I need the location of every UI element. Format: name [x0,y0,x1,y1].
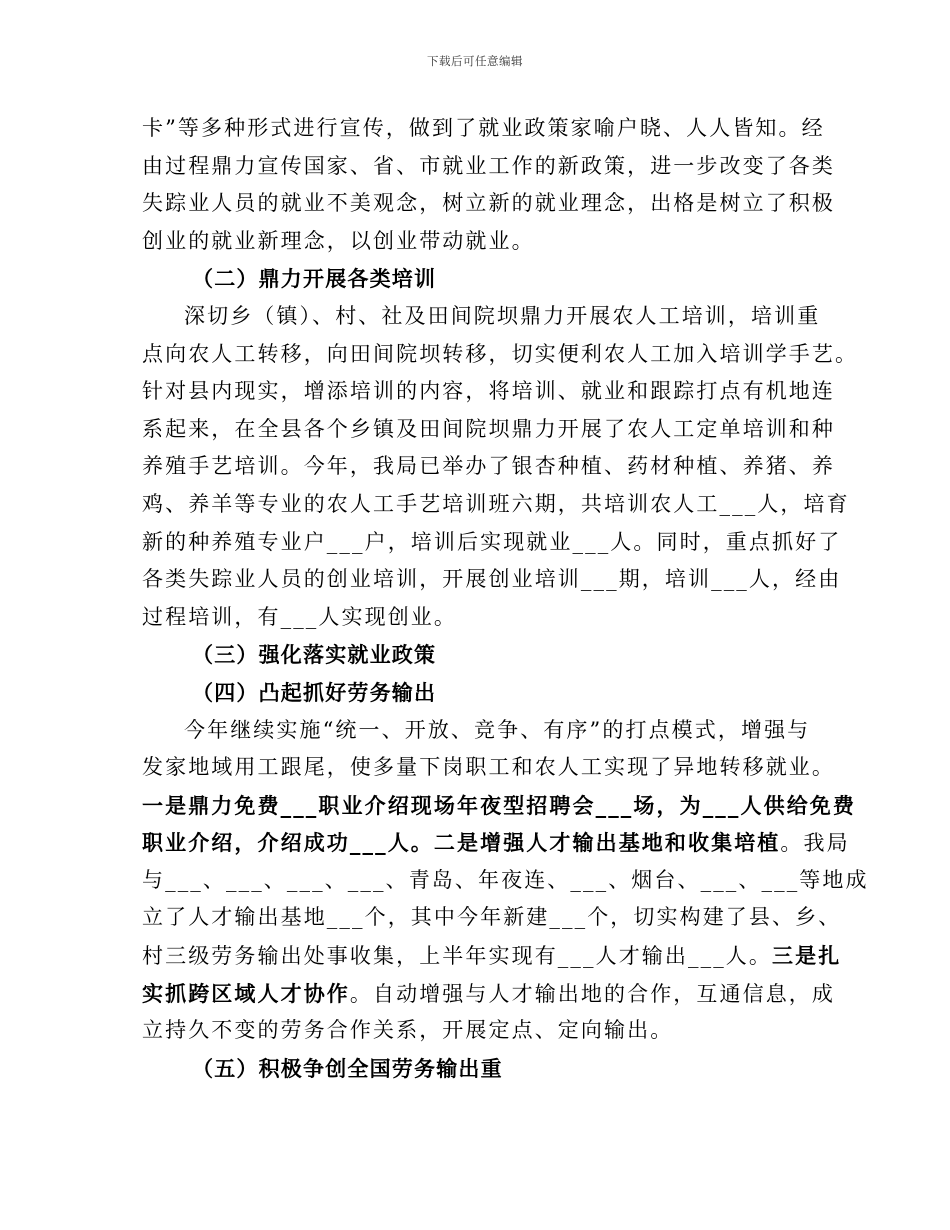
text-segment: 立了人才输出基地___个，其中今年新建___个，切实构建了县、乡、 [142,905,842,930]
bold-text-segment: （二）鼎力开展各类培训 [192,266,437,292]
page-header: 下载后可任意编辑 [427,54,523,68]
text-line [142,899,842,937]
text-line [142,524,842,562]
text-segment: 失踪业人员的就业不美观念，树立新的就业理念，出格是树立了积极 [142,191,835,216]
text-segment: 。我局 [780,831,850,856]
text-line [142,110,825,148]
text-line [142,486,850,524]
text-segment: 卡”等多种形式进行宣传，做到了就业政策家喻户晓、人人皆知。经 [142,116,825,140]
text-segment: 今年继续实施“统一、开放、竞争、有序”的打点模式，增强与 [184,717,811,742]
text-segment: 系起来，在全县各个乡镇及田间院坝鼎力开展了农人工定单培训和种 [142,416,835,441]
section-heading [142,674,812,712]
bold-text-segment: （三）强化落实就业政策 [192,642,437,668]
text-segment: 针对县内现实，增添培训的内容，将培训、就业和跟踪打点有机地连 [142,379,835,404]
text-line [142,975,836,1013]
text-segment: 与___、___、___、___、青岛、年夜连、___、烟台、___、___等地成 [142,867,869,892]
bold-text-segment: （五）积极争创全国劳务输出重 [192,1055,503,1081]
text-line [142,373,835,411]
bold-text-segment: 职业介绍，介绍成功___人。二是增强人才输出基地和收集培植 [142,830,781,856]
bold-text-segment: 实抓跨区域人才协作 [142,980,350,1006]
bold-text-segment: 三是扎 [772,943,842,969]
text-segment: 过程培训，有___人实现创业。 [142,604,457,629]
section-heading [142,636,812,674]
text-segment: 点向农人工转移，向田间院坝转移，切实便利农人工加入培训学手艺。 [142,341,859,366]
text-line [142,599,812,637]
text-line [142,298,821,336]
text-line [142,1012,812,1050]
text-line [142,185,835,223]
text-line [142,448,835,486]
text-segment: 创业的就业新理念，以创业带动就业。 [142,228,535,253]
section-heading [142,1050,812,1088]
text-line [142,223,812,261]
text-line [142,937,842,975]
text-segment: 。自动增强与人才输出地的合作，互通信息，成 [349,981,836,1006]
bold-text-segment: （四）凸起抓好劳务输出 [192,679,437,705]
text-line [142,749,835,787]
text-segment: 鸡、养羊等专业的农人工手艺培训班六期，共培训农人工___人，培育 [142,491,850,516]
text-line [142,336,859,374]
text-line [142,787,856,825]
text-segment: 发家地域用工跟尾，使多量下岗职工和农人工实现了异地转移就业。 [142,755,835,780]
text-line [142,712,812,750]
text-segment: 立持久不变的劳务合作关系，开展定点、定向输出。 [142,1018,674,1043]
text-segment: 新的种养殖专业户___户，培训后实现就业___人。同时，重点抓好了 [142,529,842,554]
bold-text-segment: 一是鼎力免费___职业介绍现场年夜型招聘会___场，为___人供给免费 [142,792,856,818]
text-segment: 由过程鼎力宣传国家、省、市就业工作的新政策，进一步改变了各类 [142,153,835,178]
text-segment: 养殖手艺培训。今年，我局已举办了银杏种植、药材种植、养猪、养 [142,454,835,479]
text-segment: 深切乡（镇）、村、社及田间院坝鼎力开展农人工培训，培训重 [184,303,821,328]
text-line [142,561,842,599]
text-line [142,824,850,862]
text-line [142,411,835,449]
text-line [142,148,835,186]
document-body [142,110,869,1087]
text-line [142,862,869,900]
section-heading [142,260,812,298]
text-segment: 村三级劳务输出处事收集，上半年实现有___人才输出___人。 [142,944,772,969]
text-segment: 各类失踪业人员的创业培训，开展创业培训___期，培训___人，经由 [142,567,842,592]
